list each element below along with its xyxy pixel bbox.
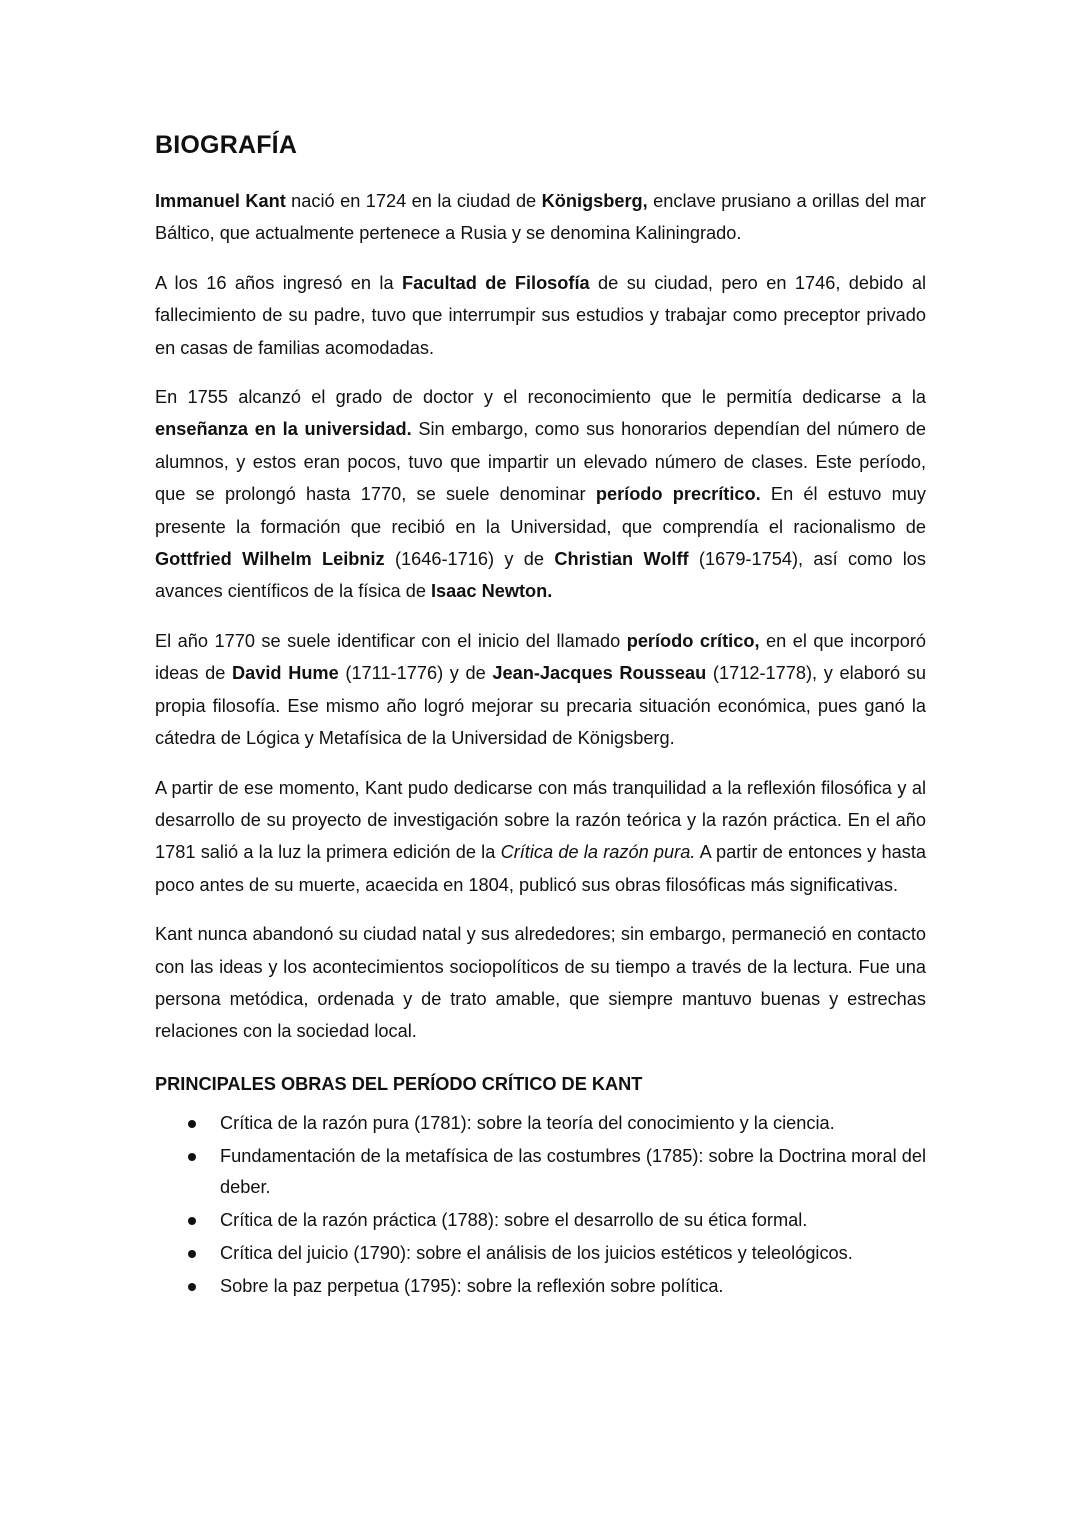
bullet-icon <box>188 1250 196 1258</box>
paragraph-precritical <box>155 381 926 608</box>
text-span: Kant nunca abandonó su ciudad natal y sus alrededores; sin embargo, permaneció en contacto con las ideas y los acontecimientos sociopolíticos de su tiempo a través de la lectura. Fue una persona metódica, ordenada y de trato amable, que siempre mantuvo buenas y estrechas relaciones con la sociedad local. <box>155 924 926 1042</box>
text-span: El año 1770 se suele identificar con el inicio del llamado <box>155 630 627 651</box>
bold-rousseau: Jean-Jacques Rousseau <box>492 663 707 684</box>
works-heading: PRINCIPALES OBRAS DEL PERÍODO CRÍTICO DE KANT <box>155 1073 643 1094</box>
paragraph-personality <box>155 918 926 1048</box>
text-span: Sin embargo, como sus honorarios dependían del número de alumnos, y estos eran pocos, tuvo que impartir un elevado número de clases. Este período, que se prolongó hasta 1770, se suele denominar <box>155 419 926 505</box>
text-span: nació en 1724 en la ciudad de <box>285 191 542 211</box>
list-item <box>155 1141 926 1204</box>
bullet-icon <box>188 1217 196 1225</box>
bullet-icon <box>188 1120 196 1128</box>
list-item-text: Crítica de la razón práctica (1788): sobre el desarrollo de su ética formal. <box>220 1210 808 1231</box>
bold-periodo-critico: período crítico, <box>626 630 760 651</box>
list-item <box>155 1108 926 1140</box>
text-span: (1712-1778), y elaboró su propia filosofía. Ese mismo año logró mejorar su precaria situación económica, pues ganó la cátedra de Lógica y Metafísica de la Universidad de Königsberg. <box>155 663 926 749</box>
bullet-icon <box>188 1153 196 1161</box>
document-page <box>155 128 926 1304</box>
list-item <box>155 1238 926 1270</box>
text-span: (1679-1754), así como los avances científicos de la física de <box>155 549 926 602</box>
bold-newton: Isaac Newton. <box>431 581 553 602</box>
list-item-text: Sobre la paz perpetua (1795): sobre la reflexión sobre política. <box>220 1276 724 1297</box>
text-span: de su ciudad, pero en 1746, debido al fallecimiento de su padre, tuvo que interrumpir sus estudios y trabajar como preceptor privado en casas de familias acomodadas. <box>155 272 926 358</box>
list-item-text: Crítica de la razón pura (1781): sobre la teoría del conocimiento y la ciencia. <box>220 1112 835 1133</box>
list-item <box>155 1271 926 1303</box>
bold-leibniz: Gottfried Wilhelm Leibniz <box>155 549 385 570</box>
bold-wolff: Christian Wolff <box>554 549 689 570</box>
paragraph-critical <box>155 625 926 755</box>
bold-periodo-precritico: período precrítico. <box>595 484 761 505</box>
bold-hume: David Hume <box>232 663 339 684</box>
bullet-icon <box>188 1283 196 1291</box>
text-span: A los 16 años ingresó en la <box>155 272 403 293</box>
text-span: enclave prusiano a orillas del mar Báltico, que actualmente pertenece a Rusia y se denomina Kaliningrado. <box>155 191 926 244</box>
list-item <box>155 1205 926 1237</box>
text-span: A partir de ese momento, Kant pudo dedicarse con más tranquilidad a la reflexión filosófica y al desarrollo de su proyecto de investigación sobre la razón teórica y la razón práctica. En el año 1781 salió a la luz la primera edición de la <box>155 777 926 863</box>
text-span: A partir de entonces y hasta poco antes de su muerte, acaecida en 1804, publicó sus obras filosóficas más significativas. <box>155 842 926 895</box>
page-title: BIOGRAFÍA <box>155 131 298 159</box>
paragraph-studies <box>155 267 926 364</box>
text-span: En él estuvo muy presente la formación que recibió en la Universidad, que comprendía el racionalismo de <box>155 484 926 537</box>
bold-facultad: Facultad de Filosofía <box>402 272 590 293</box>
paragraph-works-period <box>155 772 926 902</box>
bold-name-kant: Immanuel Kant <box>155 191 286 211</box>
text-span: en el que incorporó ideas de <box>155 630 926 684</box>
text-span: En 1755 alcanzó el grado de doctor y el reconocimiento que le permitía dedicarse a la <box>155 387 926 408</box>
works-list <box>155 1108 926 1303</box>
paragraph-birth <box>155 185 926 250</box>
italic-critica-razon-pura: Crítica de la razón pura. <box>500 842 696 863</box>
bold-ensenanza: enseñanza en la universidad. <box>155 419 412 440</box>
text-span: (1646-1716) y de <box>384 549 555 570</box>
list-item-text: Fundamentación de la metafísica de las costumbres (1785): sobre la Doctrina moral del deber. <box>220 1145 926 1198</box>
bold-konigsberg: Königsberg, <box>541 191 648 211</box>
text-span: (1711-1776) y de <box>338 663 493 684</box>
list-item-text: Crítica del juicio (1790): sobre el análisis de los juicios estéticos y teleológicos. <box>220 1243 853 1264</box>
